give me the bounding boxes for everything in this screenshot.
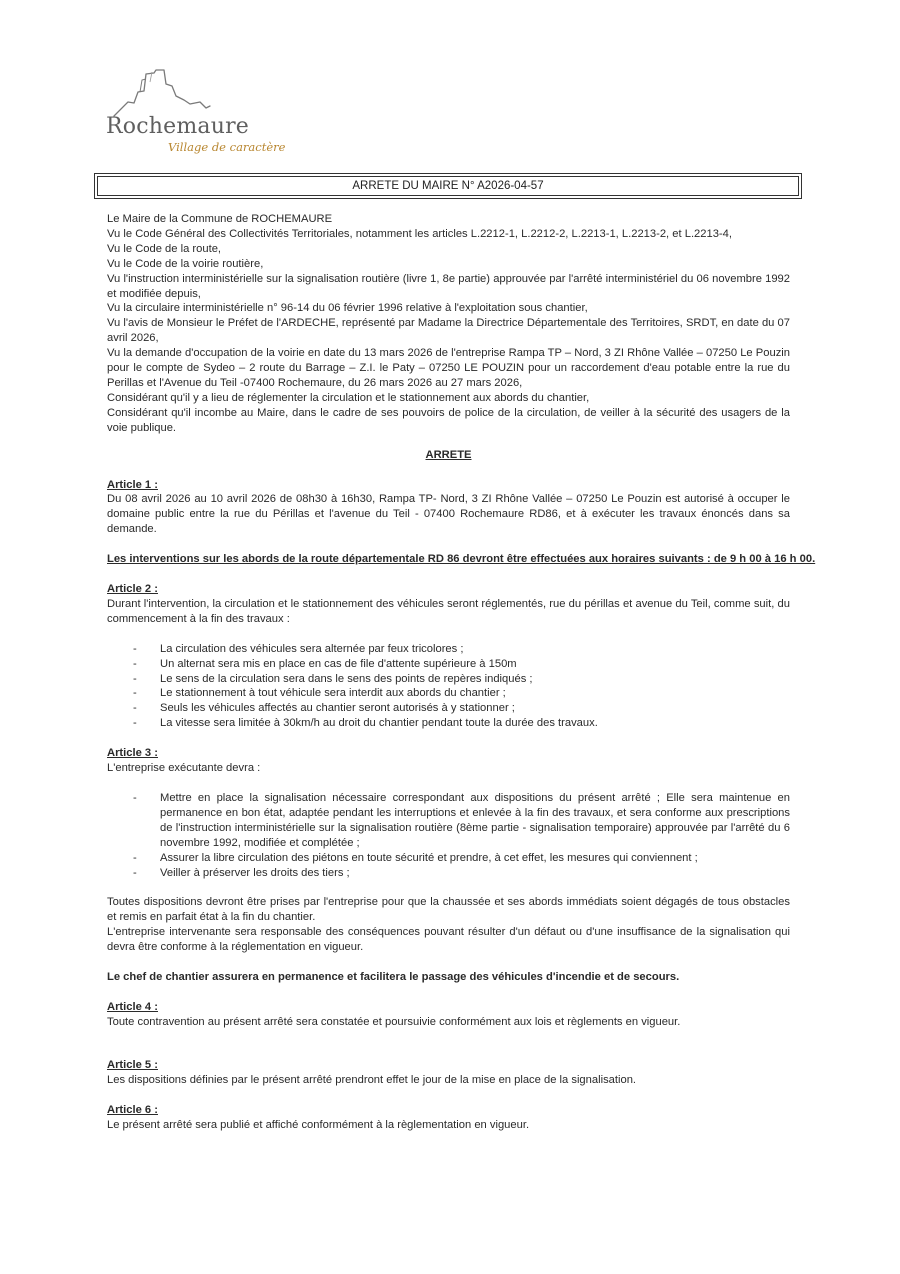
list-item: - Seuls les véhicules affectés au chantier seront autorisés à y stationner ; <box>133 702 515 715</box>
preamble-line: Considérant qu'il y a lieu de réglementer la circulation et le stationnement aux abords du chantier, <box>107 391 590 404</box>
article-4-text: Toute contravention au présent arrêté sera constatée et poursuivie conformément aux lois et règlements en vigueur. <box>107 1015 681 1028</box>
list-item: - Un alternat sera mis en place en cas de file d'attente supérieure à 150m <box>133 657 517 670</box>
list-item: - La vitesse sera limitée à 30km/h au droit du chantier pendant toute la durée des travaux. <box>133 717 598 730</box>
preamble-line: Vu l'instruction interministérielle sur la signalisation routière (livre 1, 8e partie) approuvée par l'arrêté interministériel du 06 novembre 1992 et modifiée depuis, <box>107 272 790 300</box>
preamble-line: Vu la demande d'occupation de la voirie en date du 13 mars 2026 de l'entreprise Rampa TP – Nord, 3 ZI Rhône Vallée – 07250 Le Pouzin pour le compte de Sydeo – 2 route du Barrage – Z.I. le Paty – 07250 LE POUZIN pour un raccordement d'eau potable entre la rue du Perillas et l'Avenue du Teil -07400 Rochemaure, du 26 mars 2026 au 27 mars 2026, <box>107 347 790 389</box>
logo <box>106 62 296 162</box>
list-item: - Assurer la libre circulation des piétons en toute sécurité et prendre, à cet effet, les mesures qui conviennent ; <box>133 851 698 864</box>
preamble-line: Vu la circulaire interministérielle n° 96-14 du 06 février 1996 relative à l'exploitation sous chantier, <box>107 302 588 315</box>
preamble-line: Considérant qu'il incombe au Maire, dans le cadre de ses pouvoirs de police de la circulation, de veiller à la sécurité des usagers de la voie publique. <box>107 406 790 434</box>
list-item: - Mettre en place la signalisation nécessaire correspondant aux dispositions du présent arrêté ; Elle sera maintenue en permanence en bon état, adaptée pendant les interruptions et enlevée à la fin des travaux, et sera conforme aux prescriptions de l'instruction interministérielle sur la signalisation routière (8ème partie - signalisation temporaire) approuvée par l'arrêté du 6 novembre 1992, modifiée et complétée ; <box>133 792 790 849</box>
article-6-text: Le présent arrêté sera publié et affiché conformément à la règlementation en vigueur. <box>107 1118 530 1131</box>
article-4-heading: Article 4 : <box>107 1000 158 1013</box>
article-2-intro: Durant l'intervention, la circulation et le stationnement des véhicules seront réglementés, rue du périllas et avenue du Teil, comme suit, du commencement à la fin des travaux : <box>107 597 790 625</box>
article-3-heading: Article 3 : <box>107 747 158 760</box>
article-2-list <box>107 642 790 731</box>
article-3-list <box>107 791 790 880</box>
document-body <box>107 212 816 1132</box>
preamble-line: Vu l'avis de Monsieur le Préfet de l'ARDECHE, représenté par Madame la Directrice Départementale des Territoires, SRDT, en date du 07 avril 2026, <box>107 317 790 345</box>
preamble-line: Vu le Code de la route, <box>107 242 222 255</box>
logo-name: Rochemaure <box>106 114 250 139</box>
logo-tagline: Village de caractère <box>168 140 286 154</box>
list-item: - Le sens de la circulation sera dans le sens des points de repères indiqués ; <box>133 672 533 685</box>
preamble-line: Vu le Code Général des Collectivités Territoriales, notamment les articles L.2212-1, L.2212-2, L.2213-1, L.2213-2, et L.2213-4, <box>107 227 732 240</box>
article-5-text: Les dispositions définies par le présent arrêté prendront effet le jour de la mise en place de la signalisation. <box>107 1073 637 1086</box>
article-1-hours-note: Les interventions sur les abords de la route départementale RD 86 devront être effectuées aux horaires suivants : de 9 h 00 à 16 h 00. <box>107 553 816 566</box>
article-1-heading: Article 1 : <box>107 478 158 491</box>
article-2-heading: Article 2 : <box>107 583 158 596</box>
article-6-heading: Article 6 : <box>107 1103 158 1116</box>
article-3-paragraph: L'entreprise intervenante sera responsable des conséquences pouvant résulter d'un défaut ou d'une insuffisance de la signalisation qui devra être conforme à la réglementation en vigueur. <box>107 926 790 954</box>
document-title: ARRETE DU MAIRE N° A2026-04-57 <box>97 176 799 196</box>
preamble <box>107 212 790 436</box>
article-3-paragraph: Toutes dispositions devront être prises par l'entreprise pour que la chaussée et ses abords immédiats soient dégagés de tous obstacles et remis en parfait état à la fin du chantier. <box>107 896 790 924</box>
article-5-heading: Article 5 : <box>107 1058 158 1071</box>
castle-ruin-icon <box>106 62 226 122</box>
arrete-heading: ARRETE <box>425 448 472 461</box>
list-item: - La circulation des véhicules sera alternée par feux tricolores ; <box>133 642 464 655</box>
list-item: - Veiller à préserver les droits des tiers ; <box>133 866 350 879</box>
list-item: - Le stationnement à tout véhicule sera interdit aux abords du chantier ; <box>133 687 506 700</box>
preamble-line: Vu le Code de la voirie routière, <box>107 257 264 270</box>
article-3-bold-note: Le chef de chantier assurera en permanence et facilitera le passage des véhicules d'incendie et de secours. <box>107 971 680 984</box>
article-1-text: Du 08 avril 2026 au 10 avril 2026 de 08h30 à 16h30, Rampa TP- Nord, 3 ZI Rhône Vallée – 07250 Le Pouzin est autorisé à occuper le domaine public entre la rue du Périllas et l'avenue du Teil - 07400 Rochemaure RD86, et à exécuter les travaux énoncés dans sa demande. <box>107 493 790 536</box>
article-3-intro: L'entreprise exécutante devra : <box>107 762 261 775</box>
preamble-line: Le Maire de la Commune de ROCHEMAURE <box>107 213 333 225</box>
